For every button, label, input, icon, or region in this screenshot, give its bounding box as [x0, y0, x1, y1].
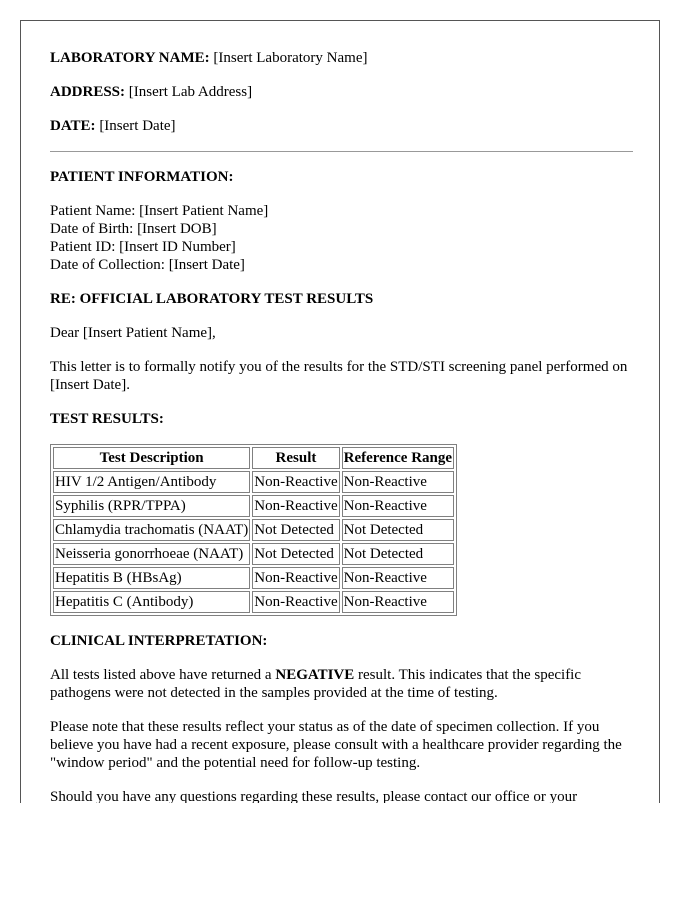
- address-line: [50, 83, 633, 101]
- test-description-cell: Syphilis (RPR/TPPA): [53, 495, 250, 517]
- reference-range-cell: Non-Reactive: [342, 471, 454, 493]
- patient-collection-date: Date of Collection: [Insert Date]: [50, 257, 245, 273]
- table-row: [53, 471, 454, 493]
- salutation: Dear [Insert Patient Name],: [50, 325, 216, 341]
- date-line: [50, 117, 633, 135]
- letter-content: [50, 49, 633, 803]
- test-description-cell: Chlamydia trachomatis (NAAT): [53, 519, 250, 541]
- patient-id: Patient ID: [Insert ID Number]: [50, 239, 236, 255]
- reference-range-cell: Non-Reactive: [342, 495, 454, 517]
- patient-name: Patient Name: [Insert Patient Name]: [50, 203, 269, 219]
- reference-range-cell: Not Detected: [342, 543, 454, 565]
- test-description-cell: Hepatitis C (Antibody): [53, 591, 250, 613]
- table-row: [53, 519, 454, 541]
- patient-dob: Date of Birth: [Insert DOB]: [50, 221, 217, 237]
- result-cell: Not Detected: [252, 543, 339, 565]
- result-cell: Non-Reactive: [252, 471, 339, 493]
- reference-range-cell: Non-Reactive: [342, 591, 454, 613]
- date-value: [Insert Date]: [99, 118, 176, 134]
- reference-range-cell: Non-Reactive: [342, 567, 454, 589]
- test-description-cell: HIV 1/2 Antigen/Antibody: [53, 471, 250, 493]
- result-cell: Non-Reactive: [252, 567, 339, 589]
- table-row: [53, 591, 454, 613]
- table-row: [53, 543, 454, 565]
- result-cell: Non-Reactive: [252, 495, 339, 517]
- interpretation-paragraph-3: Should you have any questions regarding these results, please contact our office or your: [50, 789, 578, 803]
- results-table: [50, 444, 457, 616]
- interpretation-paragraph-1: [50, 666, 633, 702]
- lab-name-line: [50, 49, 633, 67]
- letter-page: [20, 20, 660, 803]
- result-cell: Non-Reactive: [252, 591, 339, 613]
- test-description-cell: Hepatitis B (HBsAg): [53, 567, 250, 589]
- header-result: Result: [252, 447, 339, 469]
- test-results-title: TEST RESULTS:: [50, 411, 164, 427]
- interpretation-p1-after: result. This indicates that the specific pathogens were not detected in the samples provided at the time of testing.: [50, 667, 582, 701]
- results-header-row: [53, 447, 454, 469]
- address-label: ADDRESS:: [50, 84, 126, 100]
- intro-paragraph: This letter is to formally notify you of the results for the STD/STI screening panel performed on [Insert Date].: [50, 359, 628, 393]
- patient-info-block: [50, 202, 633, 274]
- clinical-interpretation-title: CLINICAL INTERPRETATION:: [50, 633, 268, 649]
- date-label: DATE:: [50, 118, 96, 134]
- header-test-description: Test Description: [53, 447, 250, 469]
- lab-name-value: [Insert Laboratory Name]: [213, 50, 368, 66]
- re-line: RE: OFFICIAL LABORATORY TEST RESULTS: [50, 291, 374, 307]
- interpretation-p1-before: All tests listed above have returned a: [50, 667, 276, 683]
- address-value: [Insert Lab Address]: [128, 84, 253, 100]
- table-row: [53, 495, 454, 517]
- header-reference-range: Reference Range: [342, 447, 454, 469]
- interpretation-paragraph-2: Please note that these results reflect your status as of the date of specimen collection. If you believe you have had a recent exposure, please consult with a healthcare provider regarding the "window period" and the potential need for follow-up testing.: [50, 719, 622, 771]
- test-description-cell: Neisseria gonorrhoeae (NAAT): [53, 543, 250, 565]
- negative-result-emphasis: NEGATIVE: [275, 667, 355, 683]
- patient-info-title: PATIENT INFORMATION:: [50, 169, 234, 185]
- result-cell: Not Detected: [252, 519, 339, 541]
- lab-name-label: LABORATORY NAME:: [50, 50, 210, 66]
- header-divider: [50, 151, 633, 152]
- table-row: [53, 567, 454, 589]
- reference-range-cell: Not Detected: [342, 519, 454, 541]
